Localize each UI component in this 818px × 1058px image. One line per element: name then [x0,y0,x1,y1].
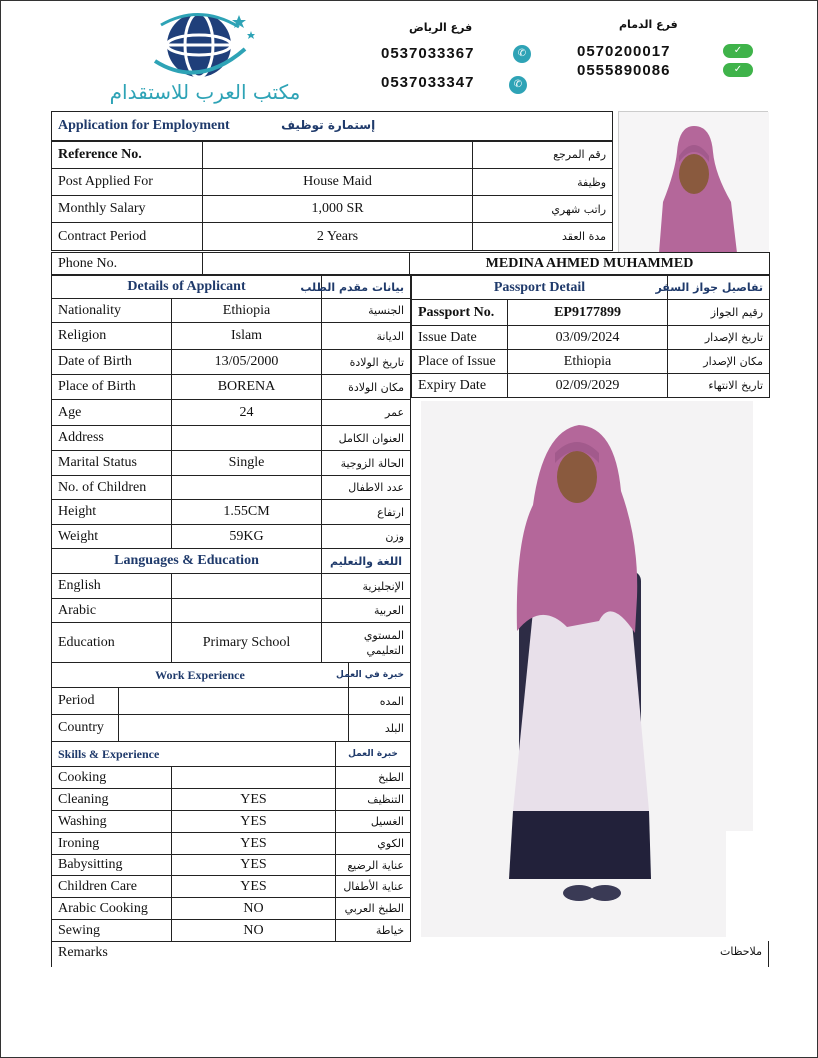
english-value [172,574,322,599]
form-title-ar: إستمارة توظيف [281,117,376,132]
skills-section-title: Skills & Experience [52,742,336,767]
country-value [119,715,349,742]
arabic-label-ar: العربية [322,599,411,623]
passport-no-value: EP9177899 [508,300,668,326]
education-label-ar: المستوي التعليمي [322,623,411,663]
skill-label: Arabic Cooking [52,898,172,920]
period-label: Period [52,688,119,715]
skill-value: YES [172,811,336,833]
skill-label-ar: الطبخ [336,767,411,789]
post-label: Post Applied For [52,169,203,196]
phone-call-icon: ✓ [723,63,753,77]
portrait-image [619,112,769,253]
weight-label: Weight [52,525,172,549]
religion-value: Islam [172,323,322,350]
dob-label-ar: تاريخ الولادة [322,350,411,375]
religion-label: Religion [52,323,172,350]
nationality-label: Nationality [52,299,172,323]
whatsapp-icon: ✆ [513,45,531,63]
age-label-ar: عمر [322,400,411,426]
skill-label-ar: الطبخ العربي [336,898,411,920]
contract-label-ar: مدة العقد [473,223,613,251]
post-label-ar: وظيفة [473,169,613,196]
phone-name-row [51,252,770,275]
issue-date-value: 03/09/2024 [508,326,668,350]
children-value [172,476,322,500]
globe-logo-icon [69,9,341,79]
skill-value: YES [172,855,336,876]
applicant-full-photo [421,401,753,937]
skill-label: Cooking [52,767,172,789]
skill-label: Cleaning [52,789,172,811]
remarks-label: Remarks [58,945,108,960]
pob-label-ar: مكان الولادة [322,375,411,400]
skill-label-ar: عناية الأطفال [336,876,411,898]
form-title: Application for Employment [58,117,230,133]
branch-riyadh-title: فرع الرياض [409,21,473,34]
english-label-ar: الإنجليزية [322,574,411,599]
place-of-issue-value: Ethiopia [508,350,668,374]
pob-value: BORENA [172,375,322,400]
reference-label-ar: رقم المرجع [473,141,613,169]
education-value: Primary School [172,623,322,663]
salary-label-ar: راتب شهري [473,196,613,223]
skill-label-ar: عناية الرضيع [336,855,411,876]
employment-info-table [51,111,613,251]
dob-label: Date of Birth [52,350,172,375]
applicant-section-title: Details of Applicant [52,276,322,299]
height-label: Height [52,500,172,525]
skill-value: YES [172,789,336,811]
skill-value: NO [172,920,336,942]
phone-label: Phone No. [52,253,203,275]
height-value: 1.55CM [172,500,322,525]
skills-section-title-ar: خبرة العمل [336,742,411,767]
nationality-label-ar: الجنسية [322,299,411,323]
address-label-ar: العنوان الكامل [322,426,411,451]
reference-label: Reference No. [52,141,203,169]
expiry-date-value: 02/09/2029 [508,374,668,398]
reference-value [203,141,473,169]
skill-label-ar: الغسيل [336,811,411,833]
marital-label: Marital Status [52,451,172,476]
contract-value: 2 Years [203,223,473,251]
dammam-phone-1: 0570200017 [577,43,671,60]
passport-details-table [411,275,770,398]
place-of-issue-label: Place of Issue [412,350,508,374]
work-section-title: Work Experience [52,663,349,688]
passport-no-label-ar: رقيم الجواز [668,300,770,326]
skills-table [51,741,411,942]
nationality-value: Ethiopia [172,299,322,323]
remarks-label-ar: ملاحظات [720,945,762,958]
riyadh-phone-1: 0537033367 [381,45,475,62]
applicant-section-title-ar: بيانات مقدم الطلب [322,276,411,299]
arabic-label: Arabic [52,599,172,623]
skill-value: YES [172,876,336,898]
arabic-value [172,599,322,623]
applicant-name: MEDINA AHMED MUHAMMED [410,253,770,275]
children-label: No. of Children [52,476,172,500]
address-value [172,426,322,451]
phone-call-icon: ✓ [723,44,753,58]
salary-label: Monthly Salary [52,196,203,223]
post-value: House Maid [203,169,473,196]
weight-value: 59KG [172,525,322,549]
place-of-issue-label-ar: مكان الإصدار [668,350,770,374]
work-experience-table [51,662,411,742]
agency-logo [69,9,341,104]
salary-value: 1,000 SR [203,196,473,223]
marital-label-ar: الحالة الزوجية [322,451,411,476]
period-value [119,688,349,715]
english-label: English [52,574,172,599]
languages-section-title-ar: اللغة والتعليم [322,549,411,574]
remarks-row [51,941,769,967]
languages-section-title: Languages & Education [52,549,322,574]
whatsapp-icon: ✆ [509,76,527,94]
contract-label: Contract Period [52,223,203,251]
children-label-ar: عدد الاطفال [322,476,411,500]
expiry-date-label: Expiry Date [412,374,508,398]
religion-label-ar: الديانة [322,323,411,350]
agency-name: مكتب العرب للاستقدام [109,80,301,104]
skill-label-ar: التنظيف [336,789,411,811]
age-value: 24 [172,400,322,426]
skill-value: YES [172,833,336,855]
weight-label-ar: وزن [322,525,411,549]
expiry-date-label-ar: تاريخ الانتهاء [668,374,770,398]
passport-no-label: Passport No. [412,300,508,326]
education-label: Education [52,623,172,663]
phone-value [203,253,410,275]
issue-date-label: Issue Date [412,326,508,350]
country-label-ar: البلد [349,715,411,742]
period-label-ar: المده [349,688,411,715]
skill-label: Babysitting [52,855,172,876]
passport-section-title: Passport Detail [412,276,668,300]
height-label-ar: ارتفاع [322,500,411,525]
skill-label: Washing [52,811,172,833]
pob-label: Place of Birth [52,375,172,400]
form-title-row [52,112,613,141]
applicant-details-table [51,275,411,663]
work-section-title-ar: خبرة في العمل [349,663,411,688]
dob-value: 13/05/2000 [172,350,322,375]
skill-label: Children Care [52,876,172,898]
address-label: Address [52,426,172,451]
skill-value: NO [172,898,336,920]
skill-label-ar: الكوي [336,833,411,855]
age-label: Age [52,400,172,426]
skill-label: Sewing [52,920,172,942]
marital-value: Single [172,451,322,476]
dammam-phone-2: 0555890086 [577,62,671,79]
full-body-image [421,401,753,937]
skill-label-ar: خياطة [336,920,411,942]
branch-dammam-title: فرع الدمام [619,18,678,31]
applicant-portrait-photo [618,111,768,252]
skill-value [172,767,336,789]
skill-label: Ironing [52,833,172,855]
country-label: Country [52,715,119,742]
issue-date-label-ar: تاريخ الإصدار [668,326,770,350]
passport-section-title-ar: تفاصيل جواز السفر [668,276,770,300]
riyadh-phone-2: 0537033347 [381,74,475,91]
